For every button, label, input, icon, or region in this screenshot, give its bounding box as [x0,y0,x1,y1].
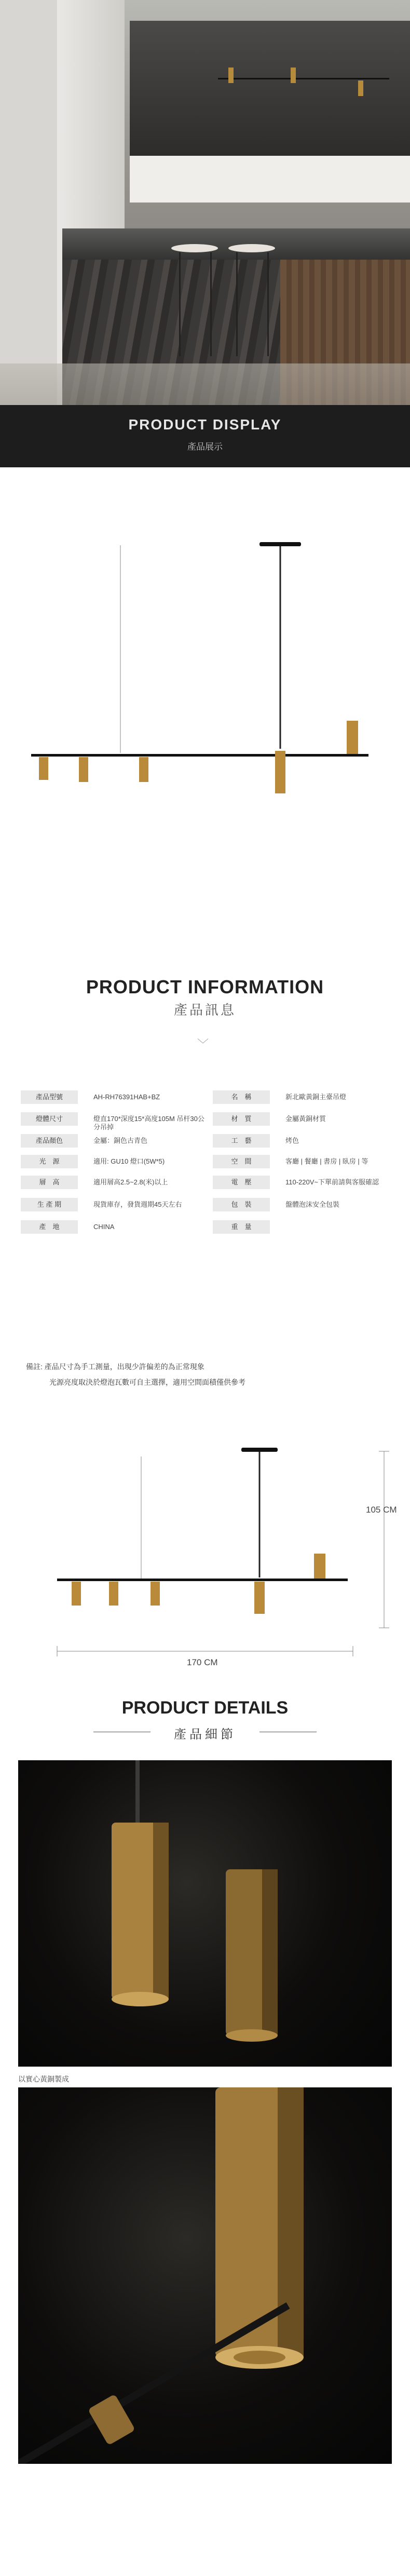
details-title: PRODUCT DETAILS [121,1698,289,1718]
detail-photo-1 [18,1760,392,2067]
floor [0,363,410,405]
info-label: 包 裝 [213,1198,270,1211]
info-label: 產品型號 [21,1090,78,1104]
info-title: PRODUCT INFORMATION [86,976,324,997]
info-value: 烤色 [285,1137,299,1144]
info-label: 產 地 [21,1220,78,1234]
info-value: CHINA [93,1223,115,1231]
info-row [21,1154,394,1170]
shelf [130,156,410,203]
detail-photo-2-art [18,2087,392,2464]
info-label: 層 高 [21,1176,78,1189]
info-label: 電 壓 [213,1176,270,1189]
info-label: 生 產 期 [21,1198,78,1211]
bar-stool [228,244,275,252]
info-label: 工 藝 [213,1134,270,1148]
info-row [21,1219,394,1236]
hero-lamp-cylinder [291,68,296,83]
info-subtitle: 產品訊息 [173,1002,236,1018]
info-value: 現貨庫存，發貨週期45天左右 [93,1201,182,1208]
info-value: 適用層高2.5~2.8(米)以上 [93,1178,168,1186]
dimension-illustration [0,1402,410,1776]
info-label: 光 源 [21,1155,78,1168]
dark-cabinet [130,21,410,156]
info-label: 燈體尺寸 [21,1112,78,1126]
info-value: AH-RH76391HAB+BZ [93,1093,160,1101]
hero-lamp-cylinder [228,68,234,83]
info-value: 燈直170*深度15*高度105M 吊杆30公分吊掉 [93,1115,204,1131]
info-row [21,1175,394,1191]
info-label: 名 稱 [213,1090,270,1104]
info-note-1: 備註: 產品尺寸為手工測量，出現少許偏差的為正常現象 [26,1363,204,1371]
info-value: 客廳 | 餐廳 | 書房 | 臥房 | 等 [285,1157,368,1165]
info-note-2: 光源亮度取決於燈泡瓦數可自主選擇，適用空間面積僅供參考 [49,1378,245,1386]
stool-leg [179,252,181,356]
info-row [21,1089,394,1106]
hero-lamp-bar [218,78,389,79]
stool-leg [236,252,238,356]
stool-leg [267,252,269,356]
height-dimension: 105 CM [366,1505,397,1515]
hero-photo [0,0,410,405]
info-row [21,1111,394,1131]
dimension-drawing [0,1402,410,1776]
detail-photo-1-art [18,1760,392,2067]
display-title: PRODUCT DISPLAY [128,416,282,433]
lamp-illustration [0,467,410,883]
info-value: 金屬黃銅材質 [285,1115,326,1123]
info-row [21,1197,394,1213]
chevron-down-icon: ﹀ [197,1038,209,1051]
width-dimension: 170 CM [187,1657,218,1667]
display-band [0,405,410,467]
lamp-product-image [0,467,410,883]
bar-stool [171,244,218,252]
detail-caption-1: 以實心黃銅製成 [18,2075,69,2083]
info-value: 金屬：銅色古青色 [93,1137,148,1144]
info-row [21,1133,394,1150]
info-value: 110-220V~下單前請與客服確認 [285,1178,379,1186]
info-label: 重 量 [213,1220,270,1234]
wall-panel [0,0,57,405]
info-label: 產品顏色 [21,1134,78,1148]
detail-photo-2 [18,2087,392,2464]
stool-leg [210,252,212,356]
info-value: 新北歐黃銅主臺吊燈 [285,1093,347,1101]
info-value: 盤體泡沫安全包裝 [285,1201,340,1208]
info-label: 材 質 [213,1112,270,1126]
info-label: 空 間 [213,1155,270,1168]
display-subtitle: 產品展示 [187,442,223,452]
hero-lamp-cylinder [358,80,363,96]
details-subtitle: 產品細節 [174,1728,236,1742]
info-value: 適用: GU10 燈口(5W*5) [93,1157,165,1165]
